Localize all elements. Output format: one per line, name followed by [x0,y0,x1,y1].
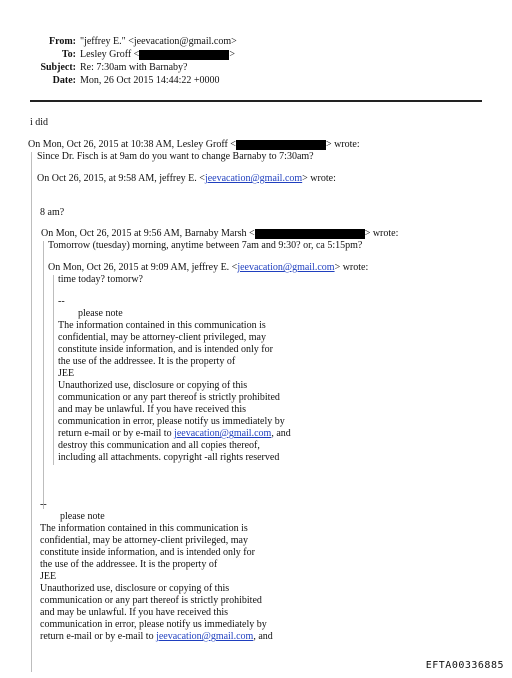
disclaimer-title: please note [78,308,123,319]
disclaimer-line: the use of the addressee. It is the property of [40,559,218,570]
quote2-email-link[interactable]: jeevacation@gmail.com [204,173,303,184]
quote2-attrib-end: > wrote: [302,173,336,184]
quote-bar-level2 [43,241,44,509]
disclaimer-line [40,631,273,643]
header-divider [30,100,482,102]
quote2-attribution [37,173,336,185]
disclaimer-separator: -- [58,296,65,307]
disclaimer-line: communication or any part thereof is strictly prohibited [40,595,262,606]
disclaimer-line: and may be unlawful. If you have received this [58,404,246,415]
quote-bar-level3 [53,275,54,465]
disclaimer-return-end: , and [271,428,291,439]
quote4-text: time today? tomorw? [58,274,143,285]
document-id: EFTA00336885 [425,660,504,671]
to-value [80,49,235,61]
quote4-attrib-text: On Mon, Oct 26, 2015 at 9:09 AM, jeffrey E. < [48,262,238,273]
quote4-email-link[interactable]: jeevacation@gmail.com [237,262,335,273]
quote-bar-level1 [31,152,32,672]
to-close: > [229,49,235,60]
disclaimer-line: JEE [58,368,75,379]
redaction-bar [236,140,326,150]
redaction-bar [255,229,365,239]
disclaimer-line: constitute inside information, and is intended only for [58,344,273,355]
quote3-text: Tomorrow (tuesday) morning, anytime between 7am and 9:30? or, ca 5:15pm? [48,240,363,251]
disclaimer-separator: -- [40,499,47,510]
quote1-attribution [28,139,360,151]
disclaimer-title: please note [60,511,105,522]
quote3-attrib-text: On Mon, Oct 26, 2015 at 9:56 AM, Barnaby Marsh < [41,228,255,239]
disclaimer-line: communication or any part thereof is strictly prohibited [58,392,280,403]
disclaimer-return-text: return e-mail or by e-mail to [58,428,175,439]
disclaimer-line: The information contained in this communication is [40,523,248,534]
reply-text: i did [30,117,49,128]
disclaimer-outer [40,499,273,643]
quote3-attrib-end: > wrote: [364,228,399,239]
quote1-attrib-end: > wrote: [325,139,360,150]
to-label: To: [61,49,76,60]
quote4-attribution [48,262,368,274]
subject-label: Subject: [40,62,76,73]
quote2-text: 8 am? [40,207,65,218]
disclaimer-return-text: return e-mail or by e-mail to [40,631,157,642]
quote1-text: Since Dr. Fisch is at 9am do you want to change Barnaby to 7:30am? [37,151,314,162]
date-label: Date: [52,75,76,86]
disclaimer-line: communication in error, please notify us immediately by [40,619,267,630]
disclaimer-line: confidential, may be attorney-client privileged, may [58,332,266,343]
from-label: From: [48,36,76,47]
disclaimer-line: the use of the addressee. It is the property of [58,356,236,367]
from-value: "jeffrey E." <jeevacation@gmail.com> [80,36,237,47]
subject-value: Re: 7:30am with Barnaby? [80,62,188,73]
disclaimer-inner [58,296,291,464]
disclaimer-line: including all attachments. copyright -all rights reserved [58,452,280,463]
disclaimer-line: communication in error, please notify us immediately by [58,416,285,427]
disclaimer-line: JEE [40,571,57,582]
disclaimer-email-link[interactable]: jeevacation@gmail.com [156,631,254,642]
quote4-attrib-end: > wrote: [334,262,369,273]
disclaimer-line: The information contained in this communication is [58,320,266,331]
disclaimer-line: constitute inside information, and is intended only for [40,547,255,558]
disclaimer-return-end: , and [253,631,273,642]
disclaimer-line: confidential, may be attorney-client privileged, may [40,535,248,546]
quote1-attrib-text: On Mon, Oct 26, 2015 at 10:38 AM, Lesley Groff < [28,139,236,150]
to-name: Lesley Groff < [80,49,140,60]
disclaimer-line [58,428,291,440]
disclaimer-line: destroy this communication and all copies thereof, [58,440,260,451]
disclaimer-line: Unauthorized use, disclosure or copying of this [58,380,248,391]
quote2-attrib-text: On Oct 26, 2015, at 9:58 AM, jeffrey E. < [37,173,205,184]
disclaimer-line: Unauthorized use, disclosure or copying of this [40,583,230,594]
disclaimer-line: and may be unlawful. If you have received this [40,607,228,618]
date-value: Mon, 26 Oct 2015 14:44:22 +0000 [80,75,220,86]
disclaimer-email-link[interactable]: jeevacation@gmail.com [174,428,272,439]
quote3-attribution [41,228,398,240]
redaction-bar [139,50,229,60]
